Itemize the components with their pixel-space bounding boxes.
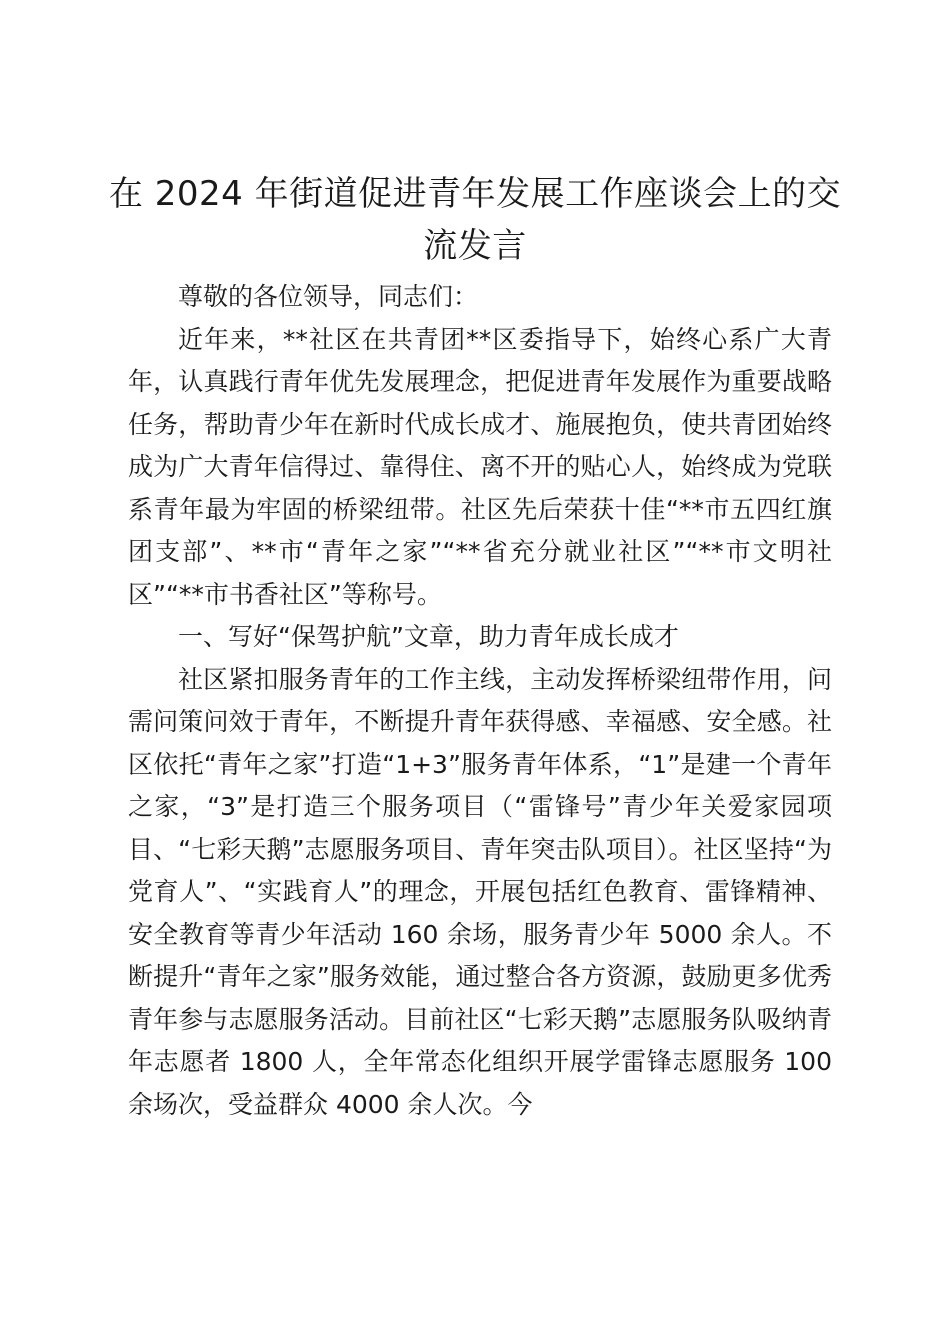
document-title: 在 2024 年街道促进青年发展工作座谈会上的交流发言 (108, 174, 842, 266)
salutation: 尊敬的各位领导，同志们： (178, 282, 479, 311)
document-body (128, 276, 832, 1126)
paragraph-section-1: 社区紧扣服务青年的工作主线，主动发挥桥梁纽带作用，问需问策问效于青年，不断提升青年获得感、幸福感、安全感。社区依托“青年之家”打造“1+3”服务青年体系，“1”是建一个青年之家，“3”是打造三个服务项目（“雷锋号”青少年关爱家园项目、“七彩天鹅”志愿服务项目、青年突击队项目）。社区坚持“为党育人”、“实践育人”的理念，开展包括红色教育、雷锋精神、安全教育等青少年活动 160 余场，服务青少年 5000 余人。不断提升“青年之家”服务效能，通过整合各方资源，鼓励更多优秀青年参与志愿服务活动。目前社区“七彩天鹅”志愿服务队吸纳青年志愿者 1800 人，全年常态化组织开展学雷锋志愿服务 100 余场次，受益群众 4000 余人次。今 (128, 664, 832, 1119)
section-heading-1: 一、写好“保驾护航”文章，助力青年成长成才 (178, 622, 679, 651)
paragraph-intro: 近年来，**社区在共青团**区委指导下，始终心系广大青年，认真践行青年优先发展理念，把促进青年发展作为重要战略任务，帮助青少年在新时代成长成才、施展抱负，使共青团始终成为广大青年信得过、靠得住、离不开的贴心人，始终成为党联系青年最为牢固的桥梁纽带。社区先后荣获十佳“**市五四红旗团支部”、**市“青年之家”“**省充分就业社区”“**市文明社区”“**市书香社区”等称号。 (128, 324, 832, 609)
